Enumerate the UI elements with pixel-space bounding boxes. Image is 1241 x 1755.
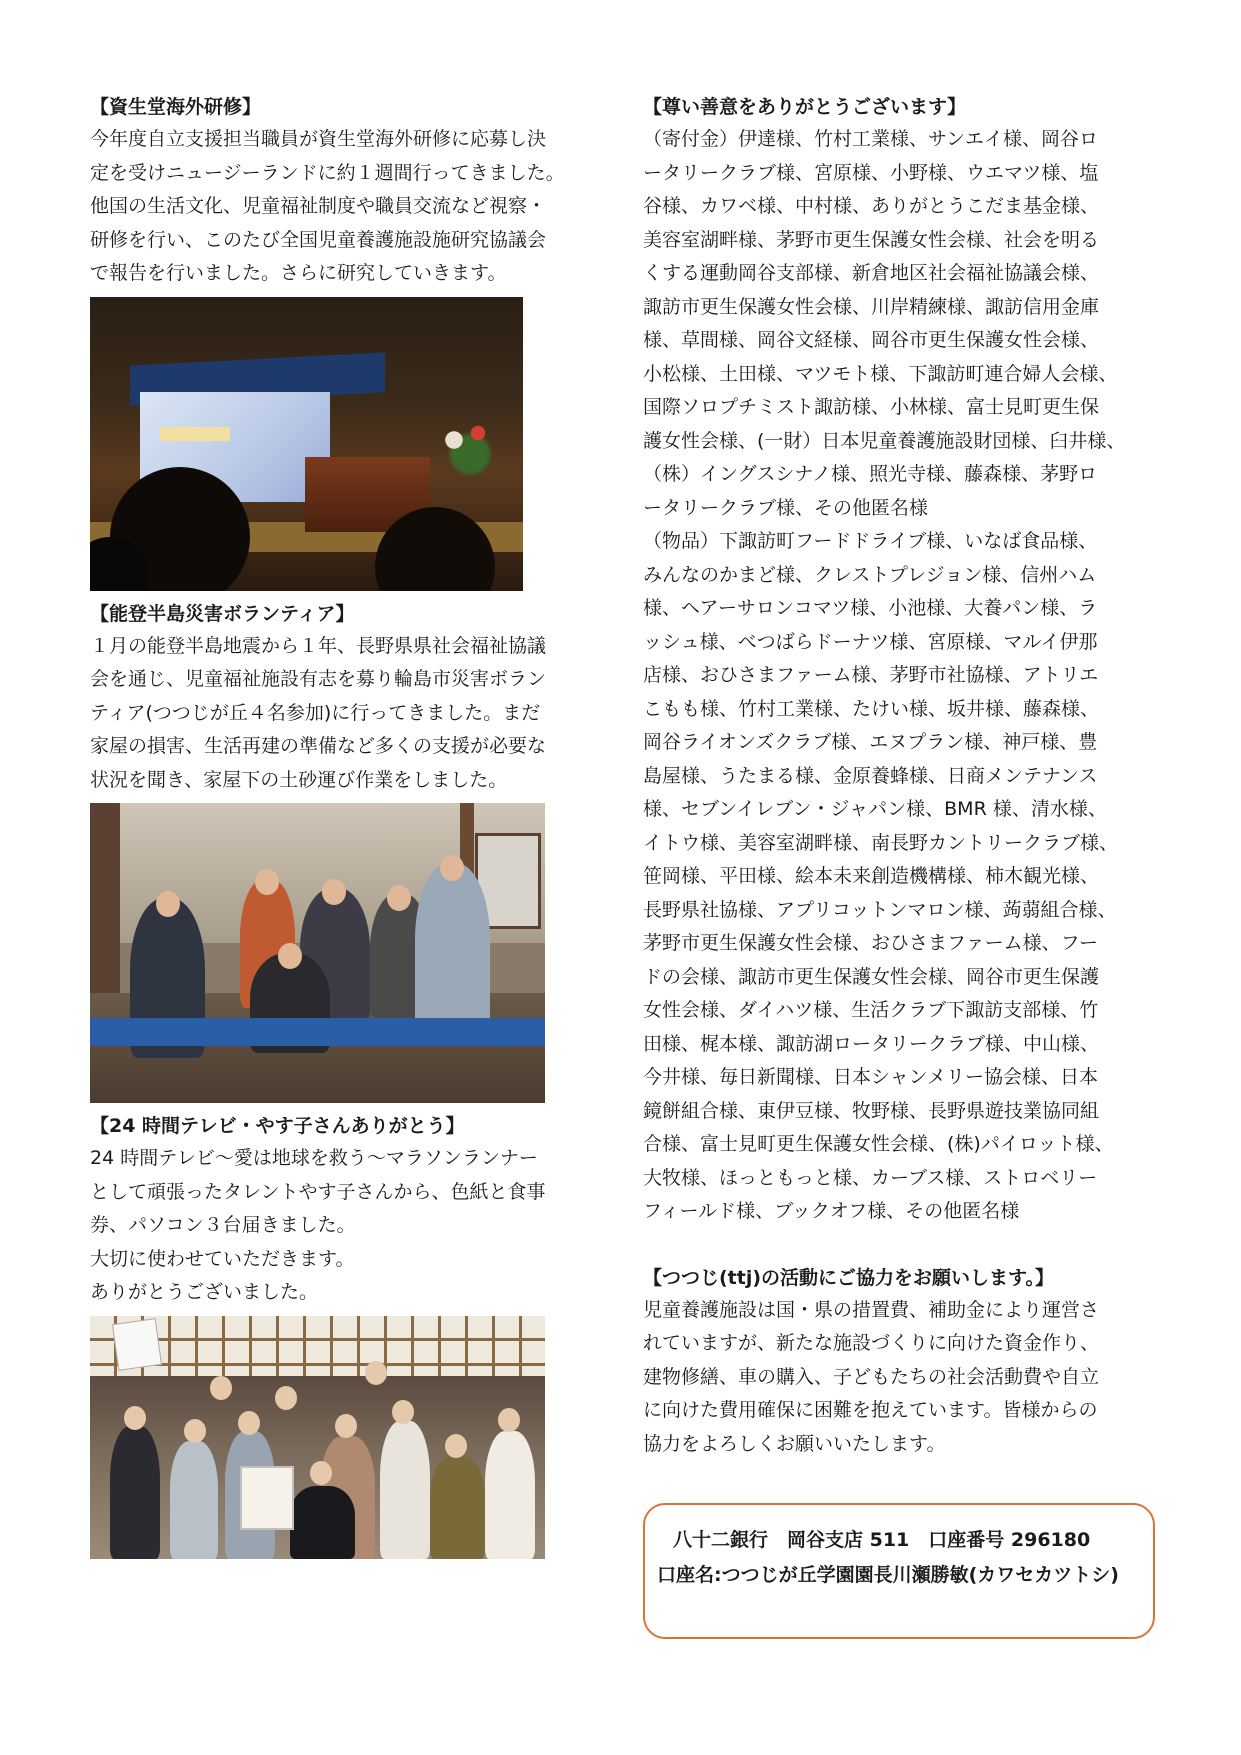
text-line: 女性会様、ダイハツ様、生活クラブ下諏訪支部様、竹 — [643, 999, 1099, 1021]
text-line: １月の能登半島地震から１年、長野県県社会福祉協議 — [90, 634, 547, 657]
text-line: れていますが、新たな施設づくりに向けた資金作り、 — [643, 1332, 1100, 1354]
text-line: フィールド様、ブックオフ様、その他匿名様 — [643, 1200, 1020, 1222]
text-line: 国際ソロプチミスト諏訪様、小林様、富士見町更生保 — [643, 396, 1100, 418]
text-line: 護女性会様、(一財）日本児童養護施設財団様、臼井様、 — [643, 429, 1126, 452]
bank-account-number: 八十二銀行 岡谷支店 511 口座番号 296180 — [673, 1529, 1091, 1551]
text-line: 家屋の損害、生活再建の準備など多くの支援が必要な — [90, 735, 547, 757]
text-line: 今井様、毎日新聞様、日本シャンメリー協会様、日本 — [643, 1066, 1099, 1088]
bank-account-box — [643, 1503, 1155, 1639]
cooperation-heading: 【つつじ(ttj)の活動にご協力をお願いします。】 — [643, 1266, 1055, 1289]
text-line: 状況を聞き、家屋下の土砂運び作業をしました。 — [90, 768, 508, 791]
text-line: 児童養護施設は国・県の措置費、補助金により運営さ — [643, 1298, 1100, 1321]
text-line: 券、パソコン３台届きました。 — [90, 1214, 356, 1236]
text-line: 大牧様、ほっともっと様、カーブス様、ストロベリー — [643, 1166, 1098, 1189]
shiseido-text — [90, 123, 595, 291]
text-line: 様、草間様、岡谷文経様、岡谷市更生保護女性会様、 — [643, 329, 1100, 351]
group-photo — [90, 1316, 545, 1559]
text-line: イトウ様、美容室湖畔様、南長野カントリークラブ様、 — [643, 831, 1119, 854]
thanks-heading: 【尊い善意をありがとうございます】 — [643, 96, 967, 118]
text-line: 合様、富士見町更生保護女性会様、(株)パイロット様、 — [643, 1133, 1114, 1155]
text-line: 様、セブンイレブン・ジャパン様、BMR 様、清水様、 — [643, 798, 1107, 820]
text-line: 今年度自立支援担当職員が資生堂海外研修に応募し決 — [90, 128, 547, 150]
text-line: 岡谷ライオンズクラブ様、エヌプラン様、神戸様、豊 — [643, 731, 1098, 753]
noto-volunteer-text — [90, 630, 595, 798]
donor-list — [643, 123, 1163, 1229]
text-line: 田様、梶本様、諏訪湖ロータリークラブ様、中山様、 — [643, 1032, 1100, 1055]
text-line: 茅野市更生保護女性会様、おひさまファーム様、フー — [643, 932, 1099, 954]
text-line: として頑張ったタレントやす子さんから、色紙と食事 — [90, 1180, 546, 1203]
text-line: 店様、おひさまファーム様、茅野市社協様、アトリエ — [643, 664, 1099, 686]
text-line: 鏡餅組合様、東伊豆様、牧野様、長野県遊技業協同組 — [643, 1099, 1100, 1122]
text-line: 協力をよろしくお願いいたします。 — [643, 1432, 946, 1455]
left-column — [90, 92, 595, 1567]
text-line: 24 時間テレビ～愛は地球を救う～マラソンランナー — [90, 1147, 538, 1169]
tv-yasuko-heading: 【24 時間テレビ・やす子さんありがとう】 — [90, 1115, 465, 1137]
text-line: 笹岡様、平田様、絵本未来創造機構様、柿木観光様、 — [643, 865, 1100, 887]
bank-account-name: 口座名:つつじが丘学園園長川瀬勝敏(カワセカツトシ) — [657, 1564, 1119, 1586]
cooperation-text — [643, 1294, 1163, 1462]
text-line: 大切に使わせていただきます。 — [90, 1247, 355, 1270]
text-line: ありがとうございました。 — [90, 1281, 319, 1303]
text-line: 長野県社協様、アプリコットンマロン様、蒟蒻組合様、 — [643, 898, 1117, 921]
text-line: （物品）下諏訪町フードドライブ様、いなば食品様、 — [643, 530, 1098, 552]
text-line: 研修を行い、このたび全国児童養護施設施研究協議会 — [90, 228, 547, 251]
noto-volunteer-heading: 【能登半島災害ボランティア】 — [90, 602, 355, 625]
text-line: ータリークラブ様、その他匿名様 — [643, 496, 929, 519]
text-line: 会を通じ、児童福祉施設有志を募り輪島市災害ボラン — [90, 668, 547, 690]
volunteer-photo — [90, 803, 545, 1103]
text-line: で報告を行いました。さらに研究していきます。 — [90, 262, 507, 284]
text-line: こもも様、竹村工業様、たけい様、坂井様、藤森様、 — [643, 697, 1100, 720]
text-line: ティア(つつじが丘４名参加)に行ってきました。まだ — [90, 701, 541, 724]
text-line: （寄付金）伊達様、竹村工業様、サンエイ様、岡谷ロ — [643, 128, 1099, 150]
text-line: に向けた費用確保に困難を抱えています。皆様からの — [643, 1399, 1098, 1421]
text-line: ッシュ様、べつばらドーナツ様、宮原様、マルイ伊那 — [643, 630, 1098, 653]
text-line: 定を受けニュージーランドに約１週間行ってきました。 — [90, 161, 565, 184]
text-line: 島屋様、うたまる様、金原養蜂様、日商メンテナンス — [643, 764, 1098, 787]
text-line: ドの会様、諏訪市更生保護女性会様、岡谷市更生保護 — [643, 965, 1100, 988]
text-line: くする運動岡谷支部様、新倉地区社会福祉協議会様、 — [643, 262, 1100, 284]
text-line: 美容室湖畔様、茅野市更生保護女性会様、社会を明る — [643, 228, 1100, 251]
text-line: みんなのかまど様、クレストプレジョン様、信州ハム — [643, 563, 1097, 586]
text-line: 他国の生活文化、児童福祉制度や職員交流など視察・ — [90, 195, 547, 217]
text-line: 小松様、土田様、マツモト様、下諏訪町連合婦人会様、 — [643, 362, 1118, 385]
right-column — [643, 92, 1163, 1495]
shiseido-heading: 【資生堂海外研修】 — [90, 96, 262, 118]
text-line: 諏訪市更生保護女性会様、川岸精練様、諏訪信用金庫 — [643, 295, 1100, 318]
text-line: 谷様、カワベ様、中村様、ありがとうこだま基金様、 — [643, 195, 1100, 217]
text-line: 様、ヘアーサロンコマツ様、小池様、大養パン様、ラ — [643, 597, 1098, 619]
text-line: ータリークラブ様、宮原様、小野様、ウエマツ様、塩 — [643, 161, 1099, 184]
text-line: 建物修繕、車の購入、子どもたちの社会活動費や自立 — [643, 1365, 1100, 1388]
conference-photo — [90, 297, 523, 591]
tv-yasuko-text — [90, 1142, 595, 1310]
text-line: （株）イングスシナノ様、照光寺様、藤森様、茅野ロ — [643, 463, 1098, 485]
